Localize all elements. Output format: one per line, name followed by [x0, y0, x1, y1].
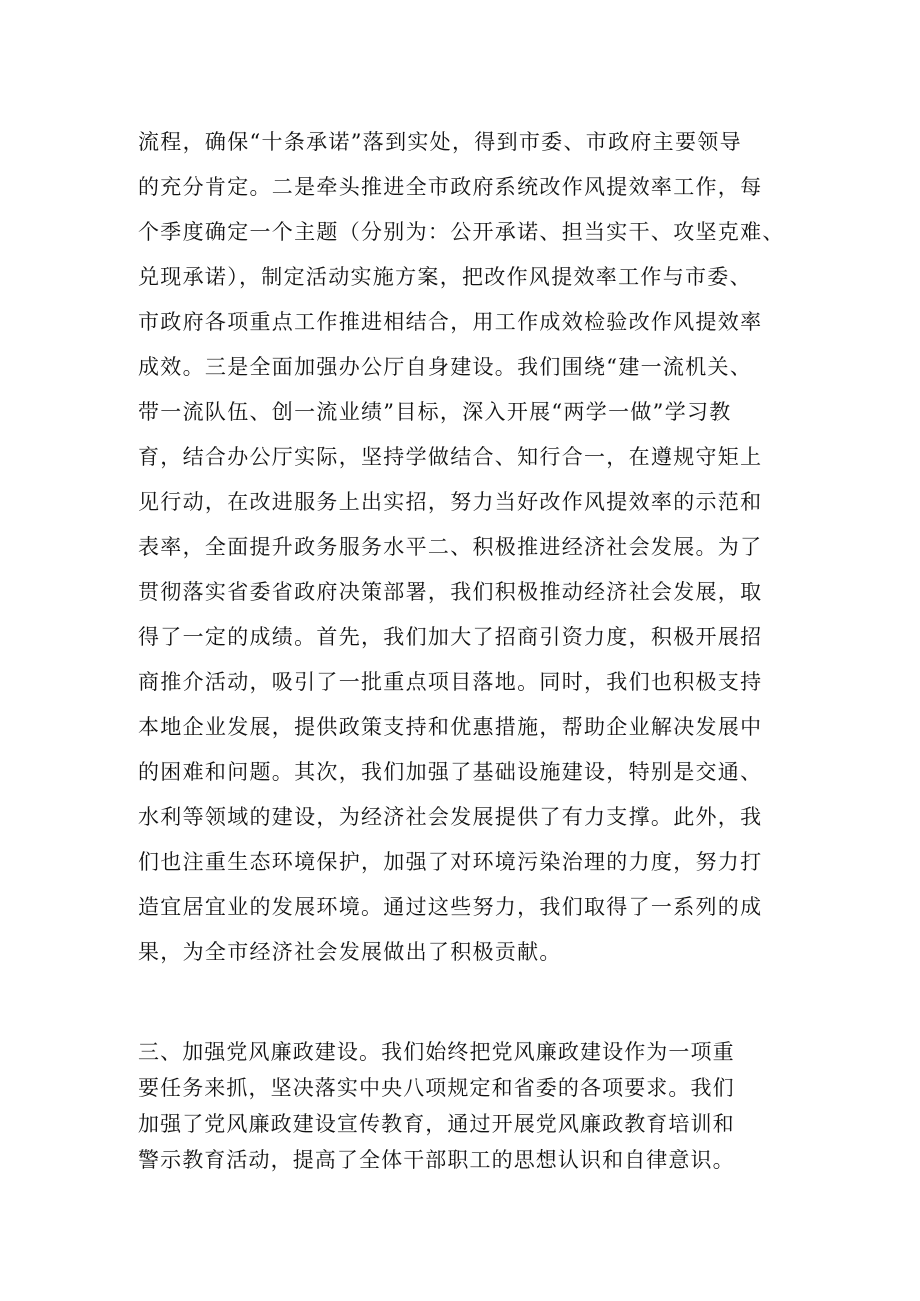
- section-three-paragraph: [138, 1034, 838, 1178]
- text-line: 个季度确定一个主题（分别为：公开承诺、担当实干、攻坚克难、: [138, 220, 785, 244]
- text-line: 的充分肯定。二是牵头推进全市政府系统改作风提效率工作，每: [138, 175, 763, 199]
- text-line: 流程，确保“十条承诺”落到实处，得到市委、市政府主要领导: [138, 130, 742, 154]
- text-line: 表率，全面提升政务服务水平二、积极推进经济社会发展。为了: [138, 535, 763, 559]
- text-line: 成效。三是全面加强办公厅自身建设。我们围绕“建一流机关、: [138, 355, 753, 379]
- text-line: 加强了党风廉政建设宣传教育，通过开展党风廉政教育培训和: [138, 1112, 735, 1136]
- text-line: 造宜居宜业的发展环境。通过这些努力，我们取得了一系列的成: [138, 895, 763, 919]
- text-line: 见行动，在改进服务上出实招，努力当好改作风提效率的示范和: [138, 490, 763, 514]
- text-line: 带一流队伍、创一流业绩”目标，深入开展“两学一做”学习教: [138, 400, 732, 424]
- text-line: 的困难和问题。其次，我们加强了基础设施建设，特别是交通、: [138, 760, 763, 784]
- text-line: 水利等领域的建设，为经济社会发展提供了有力支撑。此外，我: [138, 805, 763, 829]
- text-line: 们也注重生态环境保护，加强了对环境污染治理的力度，努力打: [138, 850, 763, 874]
- text-line: 兑现承诺），制定活动实施方案，把改作风提效率工作与市委、: [138, 265, 752, 289]
- text-line: 市政府各项重点工作推进相结合，用工作成效检验改作风提效率: [138, 310, 763, 334]
- body-paragraph: [138, 120, 838, 975]
- text-line: 本地企业发展，提供政策支持和优惠措施，帮助企业解决发展中: [138, 715, 763, 739]
- text-line: 果，为全市经济社会发展做出了积极贡献。: [138, 940, 562, 964]
- text-line: 育，结合办公厅实际，坚持学做结合、知行合一，在遵规守矩上: [138, 445, 763, 469]
- text-line: 贯彻落实省委省政府决策部署，我们积极推动经济社会发展，取: [138, 580, 763, 604]
- text-line: 商推介活动，吸引了一批重点项目落地。同时，我们也积极支持: [138, 670, 763, 694]
- text-line: 要任务来抓，坚决落实中央八项规定和省委的各项要求。我们: [138, 1076, 735, 1100]
- text-line: 警示教育活动，提高了全体干部职工的思想认识和自律意识。: [138, 1148, 735, 1172]
- text-line: 得了一定的成绩。首先，我们加大了招商引资力度，积极开展招: [138, 625, 763, 649]
- text-line: 三、加强党风廉政建设。我们始终把党风廉政建设作为一项重: [138, 1040, 735, 1064]
